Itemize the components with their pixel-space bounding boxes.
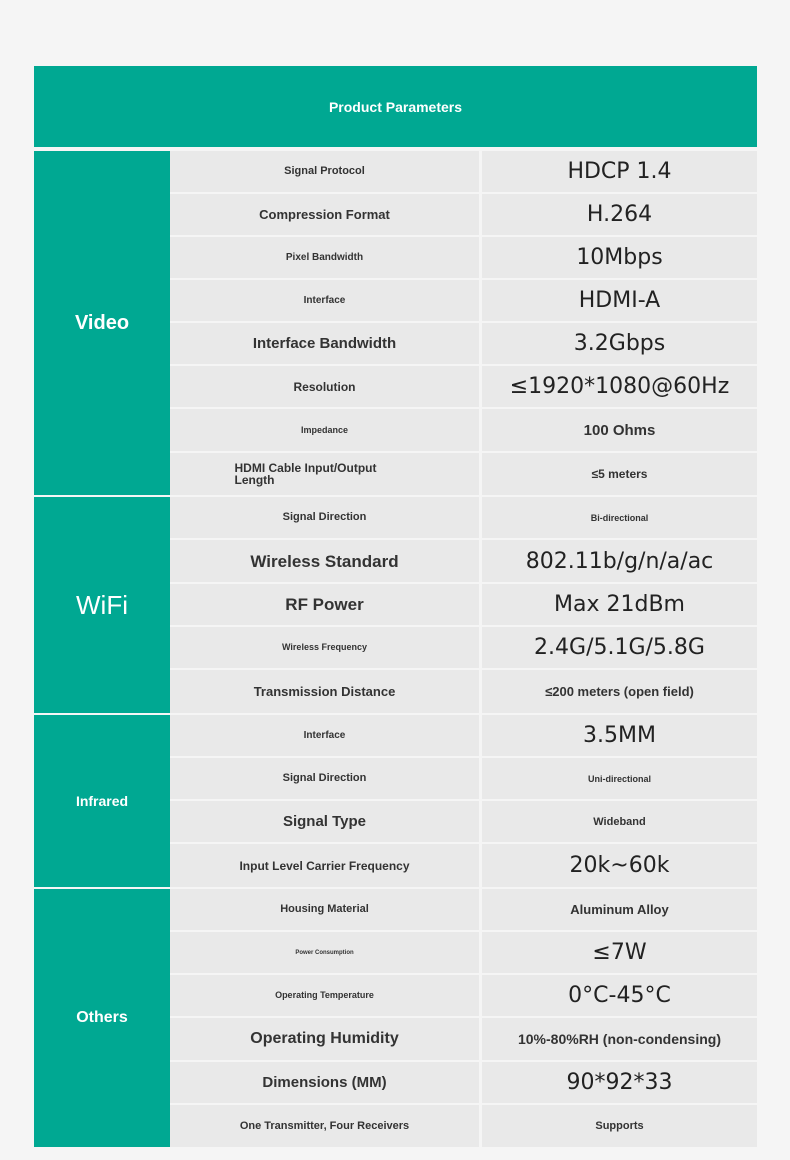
parameter-label: [170, 584, 482, 625]
parameter-label-text: Pixel Bandwidth: [285, 251, 364, 263]
table-row: [170, 889, 757, 932]
table-row: [170, 409, 757, 453]
table-row: [170, 151, 757, 194]
parameter-label-text: Interface Bandwidth: [252, 335, 397, 352]
parameter-label: [170, 366, 482, 407]
table-row: [170, 932, 757, 975]
parameter-label-text: Signal Type: [282, 813, 367, 830]
parameter-label-text: Signal Direction: [282, 772, 367, 784]
table-row: [170, 497, 757, 540]
parameter-label-text: Interface: [303, 294, 346, 306]
table-row: [170, 975, 757, 1018]
parameter-value: 10%-80%RH (non-condensing): [482, 1018, 757, 1060]
table-row: [170, 801, 757, 844]
parameter-label: [170, 670, 482, 713]
parameter-value: Supports: [482, 1105, 757, 1147]
category-label: Infrared: [34, 715, 170, 887]
parameter-value: ≤5 meters: [482, 453, 757, 495]
parameter-label: [170, 409, 482, 451]
parameter-label: [170, 151, 482, 192]
parameter-label: [170, 1018, 482, 1060]
parameter-label-text: Impedance: [300, 424, 349, 435]
parameter-value: ≤1920*1080@60Hz: [482, 366, 757, 407]
table-row: [170, 670, 757, 713]
parameter-label: [170, 889, 482, 930]
parameter-value: 0°C-45°C: [482, 975, 757, 1016]
group-infrared: [34, 715, 757, 889]
parameter-label-text: HDMI Cable Input/Output Length: [234, 461, 377, 487]
parameter-label-text: Operating Temperature: [275, 990, 374, 1000]
parameter-label: [170, 194, 482, 235]
parameter-label: [170, 323, 482, 364]
table-row: [170, 1018, 757, 1062]
parameter-label-text: Transmission Distance: [253, 684, 396, 699]
parameter-label-text: Resolution: [293, 379, 356, 394]
parameter-label: [170, 758, 482, 799]
parameter-value: H.264: [482, 194, 757, 235]
parameter-label: [170, 1062, 482, 1103]
parameter-value: ≤200 meters (open field): [482, 670, 757, 713]
parameter-value: 90*92*33: [482, 1062, 757, 1103]
parameter-value: 20k~60k: [482, 844, 757, 887]
table-row: [170, 844, 757, 887]
table-row: [170, 1105, 757, 1147]
parameter-label-text: Interface: [303, 729, 346, 741]
table-row: [170, 323, 757, 366]
parameter-value: 100 Ohms: [482, 409, 757, 451]
parameter-label: [170, 801, 482, 842]
parameter-label: [170, 1105, 482, 1147]
parameter-value: HDMI-A: [482, 280, 757, 321]
parameter-label: [170, 932, 482, 973]
table-title: Product Parameters: [328, 98, 463, 115]
table-row: [170, 715, 757, 758]
table-row: [170, 280, 757, 323]
group-video: [34, 151, 757, 497]
parameter-label: [170, 237, 482, 278]
table-row: [170, 366, 757, 409]
parameter-label: [170, 540, 482, 582]
spec-table: [34, 151, 757, 1149]
table-header: [34, 66, 757, 147]
parameter-value: Uni-directional: [482, 758, 757, 799]
table-row: [170, 758, 757, 801]
parameter-label: [170, 453, 482, 495]
table-row: [170, 540, 757, 584]
parameter-value: Wideband: [482, 801, 757, 842]
category-label: WiFi: [34, 497, 170, 713]
parameter-value: 3.2Gbps: [482, 323, 757, 364]
parameter-value: 10Mbps: [482, 237, 757, 278]
parameter-label-text: One Transmitter, Four Receivers: [239, 1119, 410, 1132]
parameter-label-text: Power Consumption: [295, 949, 354, 956]
table-row: [170, 1062, 757, 1105]
parameter-value: Aluminum Alloy: [482, 889, 757, 930]
parameter-value: Bi-directional: [482, 497, 757, 538]
group-wifi: [34, 497, 757, 715]
parameter-label-text: Dimensions (MM): [262, 1074, 387, 1091]
parameter-label-text: Signal Protocol: [284, 165, 365, 177]
category-label: Others: [34, 889, 170, 1147]
parameter-label-text: Wireless Standard: [250, 551, 399, 571]
parameter-value: 802.11b/g/n/a/ac: [482, 540, 757, 582]
parameter-label-text: Housing Material: [280, 903, 369, 915]
parameter-label: [170, 497, 482, 538]
table-row: [170, 194, 757, 237]
parameter-label-text: Wireless Frequency: [282, 642, 367, 652]
parameter-label: [170, 280, 482, 321]
table-row: [170, 453, 757, 495]
parameter-label-text: Operating Humidity: [250, 1030, 399, 1047]
parameter-label: [170, 627, 482, 668]
table-row: [170, 584, 757, 627]
parameter-label-text: Compression Format: [259, 207, 390, 222]
group-others: [34, 889, 757, 1149]
parameter-label-text: Input Level Carrier Frequency: [239, 858, 410, 873]
table-row: [170, 237, 757, 280]
parameter-value: ≤7W: [482, 932, 757, 973]
parameter-value: HDCP 1.4: [482, 151, 757, 192]
parameter-value: 2.4G/5.1G/5.8G: [482, 627, 757, 668]
parameter-label: [170, 975, 482, 1016]
table-row: [170, 627, 757, 670]
parameter-label: [170, 844, 482, 887]
parameter-value: Max 21dBm: [482, 584, 757, 625]
category-label: Video: [34, 151, 170, 495]
parameter-label-text: Signal Direction: [282, 511, 367, 523]
parameter-label-text: RF Power: [285, 595, 364, 614]
parameter-value: 3.5MM: [482, 715, 757, 756]
parameter-label: [170, 715, 482, 756]
